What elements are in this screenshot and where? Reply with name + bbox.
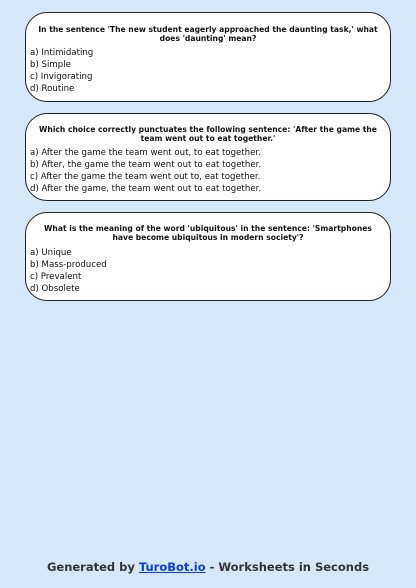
footer-suffix: - Worksheets in Seconds xyxy=(205,560,370,574)
question-card-3 xyxy=(25,212,391,301)
answer-option-a: a) After the game the team went out, to eat together. xyxy=(30,148,261,159)
question-prompt: What is the meaning of the word 'ubiquitous' in the sentence: 'Smartphones have become ubiquitous in modern society'? xyxy=(44,224,372,243)
answer-options xyxy=(26,48,390,95)
footer-prefix: Generated by xyxy=(46,560,139,574)
answer-option-a: a) Intimidating xyxy=(30,48,94,59)
answer-option-b: b) After, the game the team went out to eat together. xyxy=(30,160,262,171)
question-prompt: In the sentence 'The new student eagerly approached the daunting task,' what does 'daunting' mean? xyxy=(38,25,378,44)
answer-option-b: b) Simple xyxy=(30,60,71,71)
answer-option-d: d) After the game, the team went out to eat together. xyxy=(30,183,262,194)
turobot-link[interactable]: TuroBot.io xyxy=(138,560,206,574)
question-prompt: Which choice correctly punctuates the following sentence: 'After the game the team went out to eat together.' xyxy=(39,125,377,144)
answer-options xyxy=(26,248,390,295)
question-card-1 xyxy=(25,12,391,102)
answer-option-d: d) Routine xyxy=(30,83,75,94)
answer-option-b: b) Mass-produced xyxy=(30,260,107,271)
answer-option-c: c) Invigorating xyxy=(30,72,93,82)
answer-option-d: d) Obsolete xyxy=(30,283,80,294)
answer-option-a: a) Unique xyxy=(30,248,72,259)
question-card-2 xyxy=(25,113,391,201)
footer-credit xyxy=(0,560,416,574)
answer-options xyxy=(26,148,390,195)
answer-option-c: c) After the game the team went out to, eat together. xyxy=(30,172,261,182)
answer-option-c: c) Prevalent xyxy=(30,272,82,282)
